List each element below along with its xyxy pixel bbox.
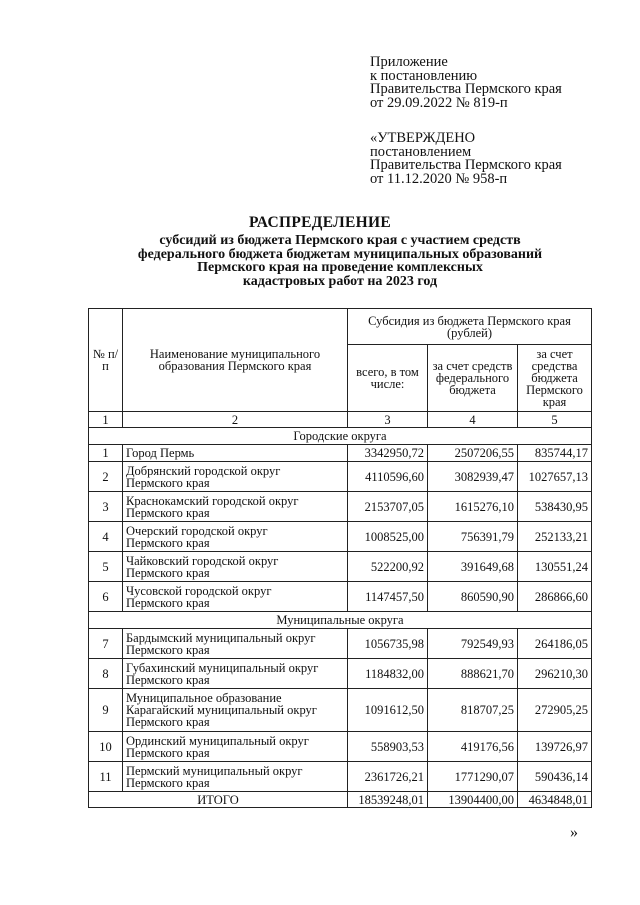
table-row [89,659,592,689]
row-total: 558903,53 [348,732,428,762]
row-number: 5 [89,552,123,582]
subtitle-line: субсидий из бюджета Пермского края с участием средств [159,233,521,248]
subtitle-line: Пермского края на проведение комплексных [197,260,483,275]
row-name-line: Бардымский муниципальный округ [126,630,316,645]
row-regional: 264186,05 [518,629,592,659]
table-row [89,522,592,552]
row-name [123,552,348,582]
row-total: 4110596,60 [348,462,428,492]
total-regional: 4634848,01 [518,792,592,808]
appendix-block [370,56,562,110]
document-subtitle [90,234,590,288]
row-total: 1091612,50 [348,689,428,732]
section-municipal-districts: Муниципальные округа [89,612,592,629]
row-total: 1056735,98 [348,629,428,659]
approved-line: Правительства Пермского края [370,157,562,173]
row-name-line: Пермского края [126,745,210,760]
row-number: 9 [89,689,123,732]
row-name-line: Пермского края [126,475,210,490]
row-federal: 888621,70 [428,659,518,689]
row-name-line: Карагайский муниципальный округ [126,703,317,717]
row-number: 1 [89,445,123,462]
row-name-line: Чайковский городской округ [126,553,279,568]
row-number: 10 [89,732,123,762]
row-total: 3342950,72 [348,445,428,462]
row-name [123,659,348,689]
row-number: 3 [89,492,123,522]
row-number: 4 [89,522,123,552]
header-num: № п/п [89,309,123,412]
row-regional: 252133,21 [518,522,592,552]
table-row [89,732,592,762]
header-subsidy: Субсидия из бюджета Пермского края (рублей) [348,309,592,345]
row-name-line: Пермский муниципальный округ [126,763,303,778]
section-urban-districts: Городские округа [89,428,592,445]
col-number: 4 [428,412,518,428]
row-number: 6 [89,582,123,612]
row-federal: 2507206,55 [428,445,518,462]
row-federal: 391649,68 [428,552,518,582]
table-row [89,492,592,522]
row-name-line: Город Пермь [126,446,195,460]
row-name-line: Пермского края [126,535,210,550]
row-total: 2153707,05 [348,492,428,522]
row-name [123,445,348,462]
row-federal: 818707,25 [428,689,518,732]
approved-line: от 11.12.2020 № 958-п [370,170,508,187]
row-name-line: Пермского края [126,595,210,610]
approved-line: «УТВЕРЖДЕНО [370,130,476,146]
row-federal: 419176,56 [428,732,518,762]
appendix-line: Приложение [370,54,448,70]
row-federal: 756391,79 [428,522,518,552]
row-name-line: Губахинский муниципальный округ [126,660,319,675]
row-name [123,629,348,659]
appendix-line: от 29.09.2022 № 819-п [370,94,508,111]
row-federal: 792549,93 [428,629,518,659]
row-regional: 130551,24 [518,552,592,582]
row-total: 1184832,00 [348,659,428,689]
appendix-line: Правительства Пермского края [370,81,562,97]
row-federal: 3082939,47 [428,462,518,492]
row-total: 1008525,00 [348,522,428,552]
appendix-line: к постановлению [370,67,478,84]
row-total: 1147457,50 [348,582,428,612]
row-number: 11 [89,762,123,792]
table-row [89,582,592,612]
table-row [89,629,592,659]
row-name-line: Чусовской городской округ [126,583,272,598]
header-regional: за счет средства бюджета Пермского края [518,345,592,412]
subtitle-line: федерального бюджета бюджетам муниципальных образований [137,246,543,262]
row-name [123,462,348,492]
table-row [89,445,592,462]
table-row [89,552,592,582]
header-federal: за счет средств федерального бюджета [428,345,518,412]
closing-quote: » [570,824,578,841]
row-number: 8 [89,659,123,689]
distribution-table [88,308,592,808]
row-name [123,522,348,552]
row-number: 2 [89,462,123,492]
table-row [89,462,592,492]
row-number: 7 [89,629,123,659]
row-name-line: Муниципальное образование [126,691,282,705]
row-federal: 1771290,07 [428,762,518,792]
col-number: 3 [348,412,428,428]
row-name-line: Пермского края [126,715,210,729]
table-row [89,689,592,732]
subtitle-line: кадастровых работ на 2023 год [242,273,438,289]
row-name-line: Пермского края [126,505,210,520]
row-federal: 1615276,10 [428,492,518,522]
row-total: 522200,92 [348,552,428,582]
row-name [123,492,348,522]
row-name-line: Краснокамский городской округ [126,493,299,508]
row-regional: 139726,97 [518,732,592,762]
total-sum: 18539248,01 [348,792,428,808]
row-total: 2361726,21 [348,762,428,792]
row-name [123,689,348,732]
total-label: ИТОГО [89,792,348,808]
row-name-line: Пермского края [126,775,210,790]
row-name-line: Ординский муниципальный округ [126,733,309,748]
col-number: 2 [123,412,348,428]
row-regional: 590436,14 [518,762,592,792]
row-regional: 296210,30 [518,659,592,689]
row-name-line: Пермского края [126,642,210,657]
row-regional: 835744,17 [518,445,592,462]
col-number: 5 [518,412,592,428]
total-federal: 13904400,00 [428,792,518,808]
row-name-line: Добрянский городской округ [126,463,281,478]
row-name-line: Пермского края [126,565,210,580]
row-regional: 272905,25 [518,689,592,732]
row-regional: 538430,95 [518,492,592,522]
row-federal: 860590,90 [428,582,518,612]
header-name: Наименование муниципального образования Пермского края [123,309,348,412]
row-name [123,762,348,792]
approved-line: постановлением [370,143,472,160]
table-row [89,762,592,792]
row-name [123,582,348,612]
col-number: 1 [89,412,123,428]
row-name-line: Пермского края [126,672,210,687]
document-title: РАСПРЕДЕЛЕНИЕ [249,214,391,231]
header-total: всего, в том числе: [348,345,428,412]
row-regional: 286866,60 [518,582,592,612]
row-name [123,732,348,762]
row-name-line: Очерский городской округ [126,523,268,538]
approved-block [370,132,562,186]
row-regional: 1027657,13 [518,462,592,492]
